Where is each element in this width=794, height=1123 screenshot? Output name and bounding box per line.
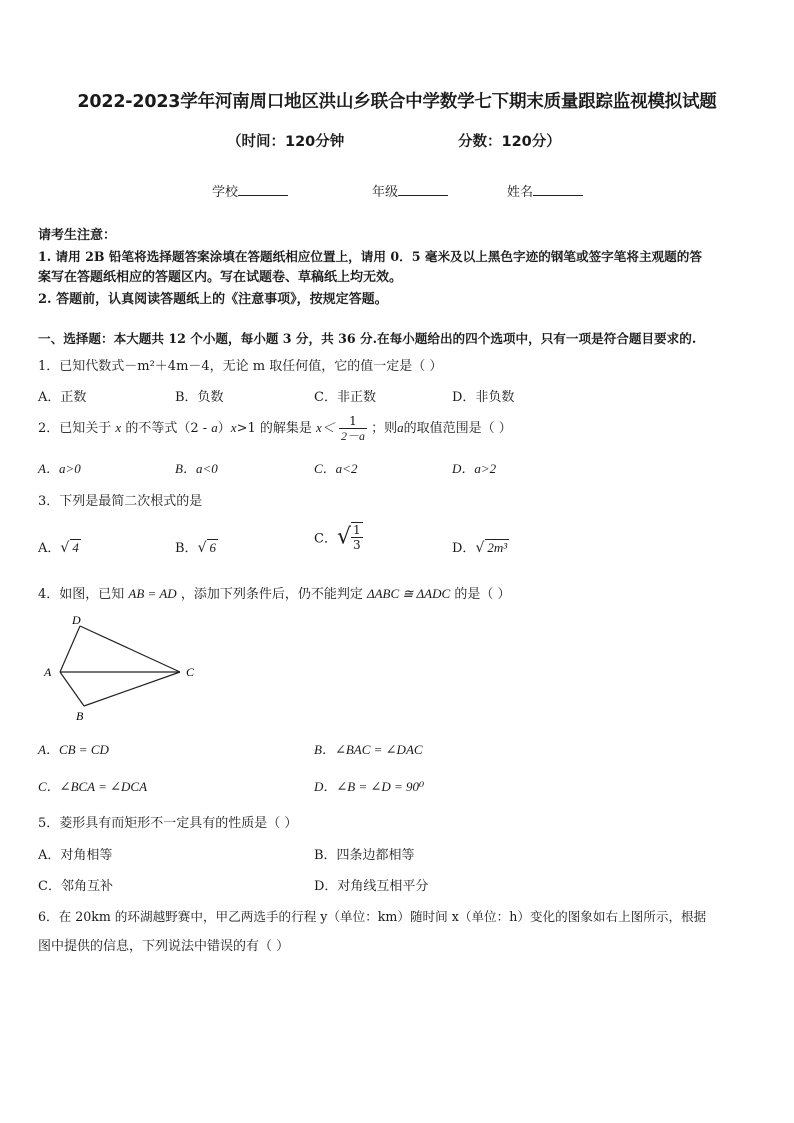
- q4-option-d[interactable]: D．∠B = ∠D = 90⁰: [314, 779, 425, 794]
- notice-item-1a: 1. 请用 2B 铅笔将选择题答案涂填在答题纸相应位置上，请用 0．5 毫米及以上黑色字迹的钢笔或签字笔将主观题的答: [38, 249, 702, 264]
- q5-stem: 5．菱形具有而矩形不一定具有的性质是（ ）: [38, 816, 298, 831]
- school-label: 学校: [212, 185, 239, 200]
- segment-ab: [60, 672, 84, 706]
- section-heading: 一、选择题：本大题共 12 个小题，每小题 3 分，共 36 分.在每小题给出的四个选项中，只有一项是符合题目要求的.: [38, 331, 697, 346]
- q3-option-c[interactable]: C．√ $\frac{1}{3}$: [314, 523, 361, 552]
- notice-item-1b: 案写在答题纸相应的答题区内。写在试题卷、草稿纸上均无效。: [38, 270, 403, 285]
- notice-item-2: 2. 答题前，认真阅读答题纸上的《注意事项》，按规定答题。: [38, 292, 388, 307]
- q2-fraction: $\frac{1}{2-a}$: [340, 414, 365, 443]
- school-blank[interactable]: [238, 183, 288, 196]
- q2-option-c[interactable]: C．a<2: [314, 461, 358, 476]
- exam-time: （时间：120分钟: [227, 134, 345, 150]
- exam-score: 分数：120分）: [458, 134, 561, 150]
- q1-option-a[interactable]: A．正数: [38, 390, 87, 405]
- grade-field: [372, 181, 448, 200]
- q3-option-d[interactable]: D．√ 2m³: [452, 540, 508, 556]
- name-field: [507, 181, 583, 200]
- q5-option-c[interactable]: C．邻角互补: [38, 879, 113, 894]
- segment-bc: [84, 672, 180, 706]
- notice-heading: 请考生注意：: [38, 228, 117, 243]
- label-b: B: [76, 709, 84, 723]
- page-title: 2022-2023学年河南周口地区洪山乡联合中学数学七下期末质量跟踪监视模拟试题: [77, 92, 717, 112]
- q5-option-a[interactable]: A．对角相等: [38, 848, 113, 863]
- q4-option-b[interactable]: B．∠BAC = ∠DAC: [314, 742, 423, 757]
- name-blank[interactable]: [533, 183, 583, 196]
- grade-blank[interactable]: [398, 183, 448, 196]
- q2-option-b[interactable]: B．a<0: [175, 461, 218, 476]
- q6-stem-line2: 图中提供的信息，下列说法中错误的有（ ）: [38, 939, 290, 954]
- q4-stem: 4．如图，已知 AB = AD ，添加下列条件后，仍不能判定 ΔABC ≅ ΔADC 的是（ ）: [38, 586, 511, 602]
- q6-stem-line1: 6．在 20km 的环湖越野赛中，甲乙两选手的行程 y（单位：km）随时间 x（单位：h）变化的图象如右上图所示，根据: [38, 909, 707, 924]
- q1-stem: 1．已知代数式－m²＋4m－4，无论 m 取任何值，它的值一定是（ ）: [38, 359, 443, 374]
- label-c: C: [186, 665, 195, 679]
- q5-option-b[interactable]: B．四条边都相等: [314, 848, 415, 863]
- triangle-figure: [40, 612, 210, 727]
- label-d: D: [72, 613, 81, 627]
- school-field: [212, 181, 288, 200]
- q3-option-a[interactable]: A．√ 4: [38, 540, 79, 556]
- grade-label: 年级: [372, 185, 399, 200]
- q5-option-d[interactable]: D．对角线互相平分: [314, 879, 429, 894]
- segment-dc: [80, 626, 180, 672]
- q2-option-a[interactable]: A．a>0: [38, 461, 81, 476]
- segment-ad: [60, 626, 80, 672]
- q1-option-d[interactable]: D．非负数: [452, 390, 515, 405]
- q2-stem: 2．已知关于 x 的不等式（2 - a）x>1 的解集是 x＜ $\frac{1}{2-a}$ ；则a的取值范围是（ ）: [38, 414, 512, 443]
- q4-option-c[interactable]: C．∠BCA = ∠DCA: [38, 779, 148, 794]
- label-a: A: [44, 665, 52, 679]
- q3-stem: 3．下列是最简二次根式的是: [38, 494, 203, 509]
- q1-option-c[interactable]: C．非正数: [314, 390, 376, 405]
- q3-option-b[interactable]: B．√ 6: [175, 540, 216, 556]
- q2-option-d[interactable]: D．a>2: [452, 461, 497, 476]
- q1-option-b[interactable]: B．负数: [175, 390, 224, 405]
- name-label: 姓名: [507, 185, 534, 200]
- q4-option-a[interactable]: A．CB = CD: [38, 742, 109, 757]
